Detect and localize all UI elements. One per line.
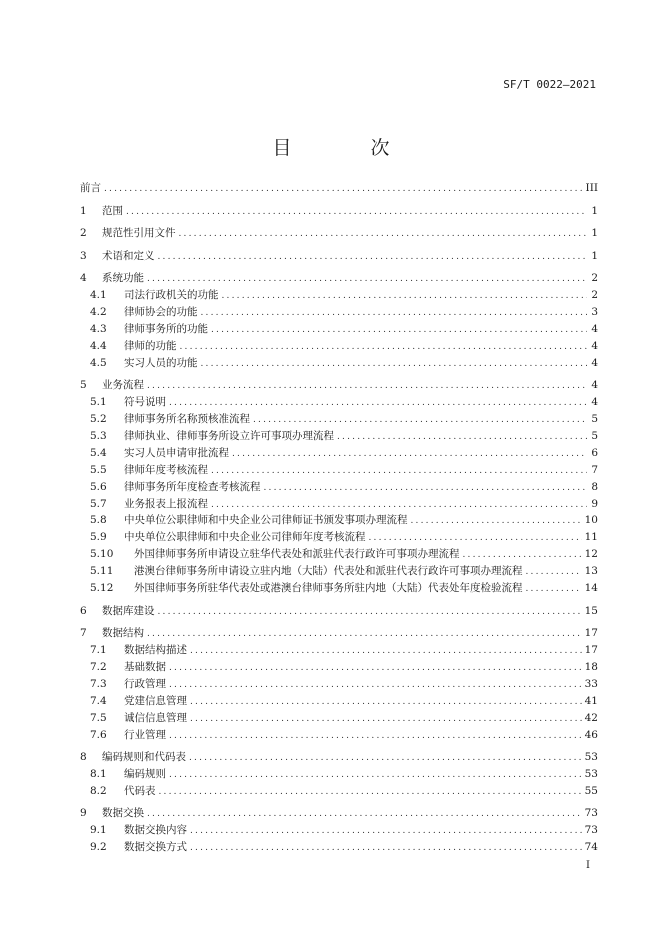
toc-leader-dots bbox=[147, 626, 582, 642]
toc-leader-dots bbox=[337, 429, 587, 445]
toc-leader-dots bbox=[222, 288, 588, 304]
toc-subentry[interactable] bbox=[90, 394, 598, 410]
toc-subentry[interactable] bbox=[90, 710, 598, 726]
toc-entry-page: 4 bbox=[591, 322, 598, 335]
toc-leader-dots bbox=[526, 564, 582, 580]
toc-entry-number: 4.1 bbox=[90, 289, 107, 301]
toc-entry-number: 7.6 bbox=[90, 728, 107, 741]
toc-leader-dots bbox=[211, 322, 587, 338]
toc-entry-number: 5.8 bbox=[90, 514, 107, 527]
toc-entry-page: 4 bbox=[591, 379, 598, 392]
toc-entry-page: 42 bbox=[584, 711, 598, 724]
toc-entry-title: 律师事务所的功能 bbox=[124, 322, 208, 335]
toc-entry-number: 7.5 bbox=[90, 711, 107, 724]
toc-entry[interactable] bbox=[80, 203, 598, 219]
toc-subentry[interactable] bbox=[90, 411, 598, 427]
toc-entry-title: 规范性引用文件 bbox=[102, 227, 176, 239]
toc-leader-dots bbox=[169, 767, 582, 783]
toc-entry-number: 5.1 bbox=[90, 396, 107, 409]
toc-leader-dots bbox=[179, 226, 588, 242]
toc-entry-page: 33 bbox=[584, 677, 598, 690]
toc-leader-dots bbox=[158, 249, 588, 265]
toc-entry-number: 5.4 bbox=[90, 446, 107, 459]
toc-entry-title: 律师协会的功能 bbox=[124, 305, 198, 318]
toc-entry-number: 5.7 bbox=[90, 497, 107, 510]
toc-subentry[interactable] bbox=[90, 338, 598, 354]
toc-entry-title: 前言 bbox=[80, 182, 101, 194]
toc-entry-page: 17 bbox=[584, 627, 598, 639]
toc-entry-page: 4 bbox=[591, 339, 598, 352]
toc-entry-page: 55 bbox=[584, 784, 598, 797]
toc-entry-number: 5.2 bbox=[90, 413, 107, 425]
toc-entry-number: 7.1 bbox=[90, 644, 107, 656]
toc-entry-number: 4.3 bbox=[90, 322, 107, 335]
toc-entry-title: 律师事务所名称预核准流程 bbox=[124, 413, 250, 425]
toc-leader-dots bbox=[159, 784, 582, 800]
toc-entry-page: 2 bbox=[591, 272, 598, 284]
toc-entry-number: 7.3 bbox=[90, 677, 107, 690]
toc-subentry[interactable] bbox=[90, 479, 598, 495]
toc-entry-page: 10 bbox=[584, 514, 598, 527]
toc-entry-page: 7 bbox=[591, 463, 598, 476]
toc-entry-number: 3 bbox=[80, 249, 87, 262]
toc-entry-title: 律师的功能 bbox=[124, 339, 177, 352]
toc-entry-number: 4.4 bbox=[90, 339, 107, 352]
toc-title: 目 次 bbox=[272, 137, 420, 159]
toc-entry-title: 代码表 bbox=[124, 784, 156, 797]
toc-subentry[interactable] bbox=[90, 727, 598, 743]
toc-entry-number: 5 bbox=[80, 379, 87, 392]
toc-entry-page: 9 bbox=[591, 497, 598, 510]
toc-leader-dots bbox=[169, 677, 582, 693]
toc-entry-number: 4.5 bbox=[90, 356, 107, 369]
toc-subentry[interactable] bbox=[90, 462, 598, 478]
toc-entry-page: 4 bbox=[591, 396, 598, 409]
toc-entry-page: 1 bbox=[591, 249, 598, 262]
toc-subentry[interactable] bbox=[90, 676, 598, 692]
toc-entry-number: 2 bbox=[80, 227, 87, 239]
toc-entry-number: 5.9 bbox=[90, 531, 107, 544]
toc-entry-page: 41 bbox=[584, 694, 598, 707]
toc-entry-page: 2 bbox=[591, 289, 598, 301]
toc-subentry[interactable] bbox=[90, 783, 598, 799]
toc-leader-dots bbox=[158, 604, 582, 620]
toc-leader-dots bbox=[211, 497, 587, 513]
toc-entry-page: 1 bbox=[591, 227, 598, 239]
toc-entry-title: 司法行政机关的功能 bbox=[124, 289, 219, 301]
toc-leader-dots bbox=[264, 480, 588, 496]
toc-entry-number: 5.3 bbox=[90, 429, 107, 442]
toc-entry[interactable] bbox=[80, 377, 598, 393]
toc-entry-page: 5 bbox=[591, 429, 598, 442]
toc-leader-dots bbox=[411, 513, 582, 529]
toc-entry-page: 53 bbox=[584, 768, 598, 780]
toc-subentry[interactable] bbox=[90, 496, 598, 512]
toc-entry-title: 中央单位公职律师和中央企业公司律师年度考核流程 bbox=[124, 531, 366, 544]
toc-entry-title: 律师年度考核流程 bbox=[124, 463, 208, 476]
toc-entry-title: 律师事务所年度检查考核流程 bbox=[124, 480, 261, 493]
toc-subentry[interactable] bbox=[90, 321, 598, 337]
toc-entry-number: 7 bbox=[80, 627, 87, 639]
toc-leader-dots bbox=[169, 395, 587, 411]
toc-entry-title: 术语和定义 bbox=[102, 249, 155, 262]
toc-entry-page: 8 bbox=[591, 480, 598, 493]
toc-leader-dots bbox=[201, 356, 588, 372]
toc-entry-title: 律师执业、律师事务所设立许可事项办理流程 bbox=[124, 429, 334, 442]
toc-entry-number: 8 bbox=[80, 751, 87, 763]
toc-subentry[interactable] bbox=[90, 304, 598, 320]
toc-leader-dots bbox=[169, 728, 582, 744]
toc-entry-title: 数据结构 bbox=[102, 627, 144, 639]
toc-subentry[interactable] bbox=[90, 766, 598, 782]
toc-leader-dots bbox=[190, 711, 582, 727]
toc-entry-title: 数据交换内容 bbox=[124, 824, 187, 837]
toc-entry-title: 诚信信息管理 bbox=[124, 711, 187, 724]
toc-entry-page: 4 bbox=[591, 356, 598, 369]
toc-entry-title: 数据库建设 bbox=[102, 604, 155, 617]
toc-leader-dots bbox=[201, 305, 588, 321]
toc-leader-dots bbox=[190, 823, 582, 839]
toc-leader-dots bbox=[147, 806, 582, 822]
toc-entry-page: 73 bbox=[584, 824, 598, 837]
toc-entry-title: 符号说明 bbox=[124, 396, 166, 409]
toc-subentry[interactable] bbox=[90, 642, 598, 658]
toc-entry[interactable] bbox=[80, 248, 598, 264]
toc-entry-number: 4 bbox=[80, 272, 87, 284]
document-code: SF/T 0022—2021 bbox=[503, 78, 596, 91]
toc-entry-page: 14 bbox=[584, 582, 598, 594]
toc-entry-number: 5.10 bbox=[90, 548, 114, 561]
toc-leader-dots bbox=[190, 643, 582, 659]
toc-subentry[interactable] bbox=[90, 546, 598, 562]
toc-leader-dots bbox=[104, 181, 583, 197]
toc-entry-title: 业务报表上报流程 bbox=[124, 497, 208, 510]
toc-entry-title: 党建信息管理 bbox=[124, 694, 187, 707]
toc-entry-number: 5.11 bbox=[90, 565, 114, 578]
toc-entry-number: 5.6 bbox=[90, 480, 107, 493]
toc-entry-title: 范围 bbox=[102, 204, 123, 217]
toc-entry-title: 基础数据 bbox=[124, 660, 166, 673]
toc-entry-number: 9.2 bbox=[90, 841, 107, 854]
toc-entry-number: 7.4 bbox=[90, 694, 107, 707]
toc-entry-page: 12 bbox=[584, 548, 598, 561]
toc-subentry[interactable] bbox=[90, 659, 598, 675]
toc-entry-title: 数据结构描述 bbox=[124, 644, 187, 656]
toc-entry-title: 编码规则 bbox=[124, 768, 166, 780]
toc-subentry[interactable] bbox=[90, 512, 598, 528]
toc-entry-number: 5.5 bbox=[90, 463, 107, 476]
toc-entry-page: 17 bbox=[584, 644, 598, 656]
toc-subentry[interactable] bbox=[90, 580, 598, 596]
toc-entry-title: 数据交换 bbox=[102, 807, 144, 820]
toc-leader-dots bbox=[232, 446, 587, 462]
toc-entry[interactable] bbox=[80, 270, 598, 286]
toc-entry-page: 74 bbox=[584, 841, 598, 854]
toc-entry-title: 编码规则和代码表 bbox=[102, 751, 186, 763]
toc-subentry[interactable] bbox=[90, 822, 598, 838]
toc-subentry[interactable] bbox=[90, 445, 598, 461]
toc-entry-number: 7.2 bbox=[90, 660, 107, 673]
toc-entry-page: III bbox=[585, 182, 598, 194]
toc-subentry[interactable] bbox=[90, 428, 598, 444]
toc-entry-page: 5 bbox=[591, 413, 598, 425]
toc-entry-page: 18 bbox=[584, 660, 598, 673]
toc-subentry[interactable] bbox=[90, 529, 598, 545]
toc-entry-number: 5.12 bbox=[90, 582, 114, 594]
toc-entry[interactable] bbox=[80, 225, 598, 241]
toc-entry-title: 系统功能 bbox=[102, 272, 144, 284]
toc-entry-title: 实习人员申请审批流程 bbox=[124, 446, 229, 459]
toc-entry-title: 外国律师事务所驻华代表处或港澳台律师事务所驻内地（大陆）代表处年度检验流程 bbox=[134, 582, 523, 594]
toc-entry-page: 6 bbox=[591, 446, 598, 459]
toc-entry-title: 行政管理 bbox=[124, 677, 166, 690]
toc-entry-page: 46 bbox=[584, 728, 598, 741]
toc-entry-title: 行业管理 bbox=[124, 728, 166, 741]
toc-leader-dots bbox=[463, 547, 582, 563]
toc-entry[interactable] bbox=[80, 180, 598, 196]
toc-leader-dots bbox=[147, 271, 587, 287]
toc-entry-title: 港澳台律师事务所申请设立驻内地（大陆）代表处和派驻代表行政许可事项办理流程 bbox=[134, 565, 523, 578]
toc-entry-number: 9.1 bbox=[90, 824, 107, 837]
toc-subentry[interactable] bbox=[90, 563, 598, 579]
toc-entry-page: 13 bbox=[584, 565, 598, 578]
toc-leader-dots bbox=[211, 463, 587, 479]
toc-subentry[interactable] bbox=[90, 693, 598, 709]
toc-entry-page: 73 bbox=[584, 807, 598, 820]
toc-entry-number: 9 bbox=[80, 807, 87, 820]
toc-leader-dots bbox=[126, 204, 587, 220]
toc-leader-dots bbox=[369, 530, 582, 546]
toc-entry[interactable] bbox=[80, 805, 598, 821]
toc-leader-dots bbox=[526, 581, 582, 597]
toc-leader-dots bbox=[147, 378, 587, 394]
toc-entry-number: 1 bbox=[80, 204, 87, 217]
toc-entry-number: 8.2 bbox=[90, 784, 107, 797]
toc-entry-title: 数据交换方式 bbox=[124, 841, 187, 854]
toc-leader-dots bbox=[190, 840, 582, 856]
page-number: I bbox=[586, 860, 590, 871]
toc-subentry[interactable] bbox=[90, 287, 598, 303]
toc-leader-dots bbox=[169, 660, 582, 676]
toc-entry[interactable] bbox=[80, 603, 598, 619]
toc-entry-title: 实习人员的功能 bbox=[124, 356, 198, 369]
toc-subentry[interactable] bbox=[90, 839, 598, 855]
toc-entry[interactable] bbox=[80, 625, 598, 641]
toc-entry-number: 8.1 bbox=[90, 768, 107, 780]
toc-entry-title: 中央单位公职律师和中央企业公司律师证书颁发事项办理流程 bbox=[124, 514, 408, 527]
toc-entry-page: 11 bbox=[584, 531, 598, 544]
toc-entry-title: 外国律师事务所申请设立驻华代表处和派驻代表行政许可事项办理流程 bbox=[134, 548, 460, 561]
toc-leader-dots bbox=[253, 412, 587, 428]
toc-entry-title: 业务流程 bbox=[102, 379, 144, 392]
toc-entry-page: 3 bbox=[591, 305, 598, 318]
toc-subentry[interactable] bbox=[90, 355, 598, 371]
toc-entry-number: 6 bbox=[80, 604, 87, 617]
toc-entry[interactable] bbox=[80, 749, 598, 765]
toc-leader-dots bbox=[180, 339, 588, 355]
toc-leader-dots bbox=[189, 750, 582, 766]
toc-entry-page: 53 bbox=[584, 751, 598, 763]
toc-entry-page: 15 bbox=[584, 604, 598, 617]
toc-entry-number: 4.2 bbox=[90, 305, 107, 318]
toc-entry-page: 1 bbox=[591, 204, 598, 217]
toc-leader-dots bbox=[190, 694, 582, 710]
